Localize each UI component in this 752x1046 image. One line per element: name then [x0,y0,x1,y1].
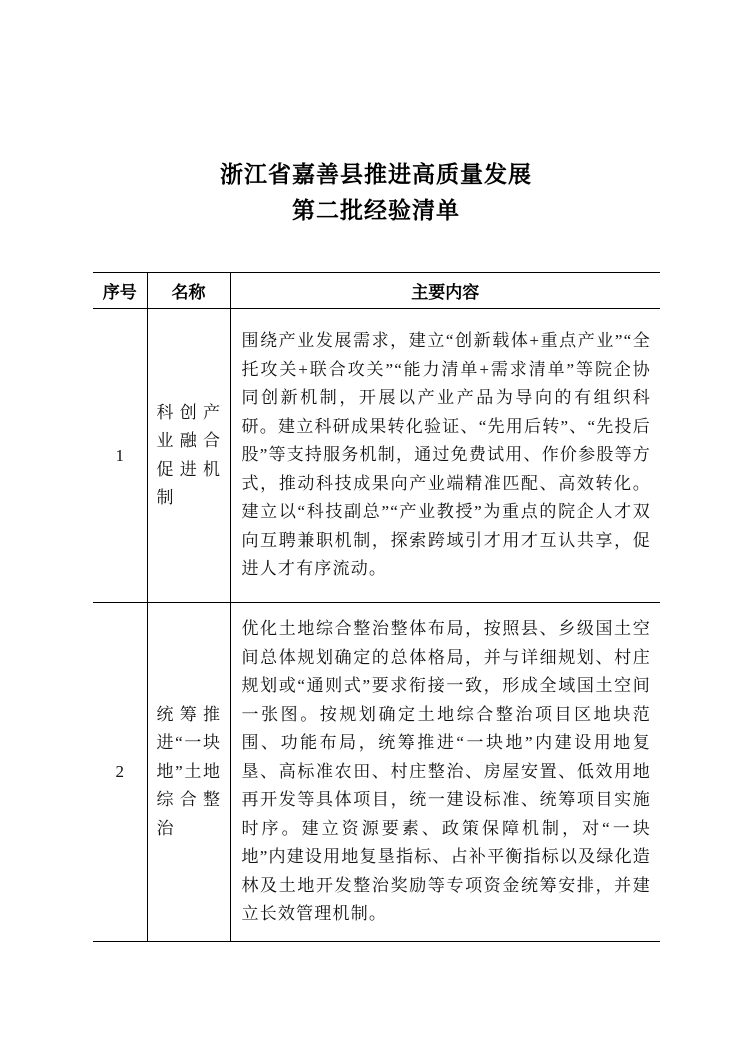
row-content: 优化土地综合整治整体布局，按照县、乡级国土空间总体规划确定的总体格局，并与详细规划、村庄规划或“通则式”要求衔接一致，形成全域国土空间一张图。按规划确定土地综合整治项目区地块范围、功能布局，统筹推进“一块地”内建设用地复垦、高标准农田、村庄整治、房屋安置、低效用地再开发等具体项目，统一建设标准、统筹项目实施时序。建立资源要素、政策保障机制，对“一块地”内建设用地复垦指标、占补平衡指标以及绿化造林及土地开发整治奖励等专项资金统筹安排，并建立长效管理机制。 [230,603,660,942]
row-index: 2 [93,603,147,942]
row-index: 1 [93,309,147,603]
header-name: 名称 [147,273,230,309]
table-row [93,603,660,942]
table-row [93,309,660,603]
experience-list-table [93,272,660,942]
document-title [0,0,752,228]
row-name: 科创产业融合促进机制 [147,309,230,603]
row-content: 围绕产业发展需求，建立“创新载体+重点产业”“全托攻关+联合攻关”“能力清单+需求清单”等院企协同创新机制，开展以产业产品为导向的有组织科研。建立科研成果转化验证、“先用后转”、“先投后股”等支持服务机制，通过免费试用、作价参股等方式，推动科技成果向产业端精准匹配、高效转化。建立以“科技副总”“产业教授”为重点的院企人才双向互聘兼职机制，探索跨域引才用才互认共享，促进人才有序流动。 [230,309,660,603]
header-content: 主要内容 [230,273,660,309]
title-line-2: 第二批经验清单 [292,197,460,223]
row-name: 统筹推进“一块地”土地综合整治 [147,603,230,942]
table-header-row [93,273,660,309]
title-line-1: 浙江省嘉善县推进高质量发展 [220,161,532,187]
header-index: 序号 [93,273,147,309]
